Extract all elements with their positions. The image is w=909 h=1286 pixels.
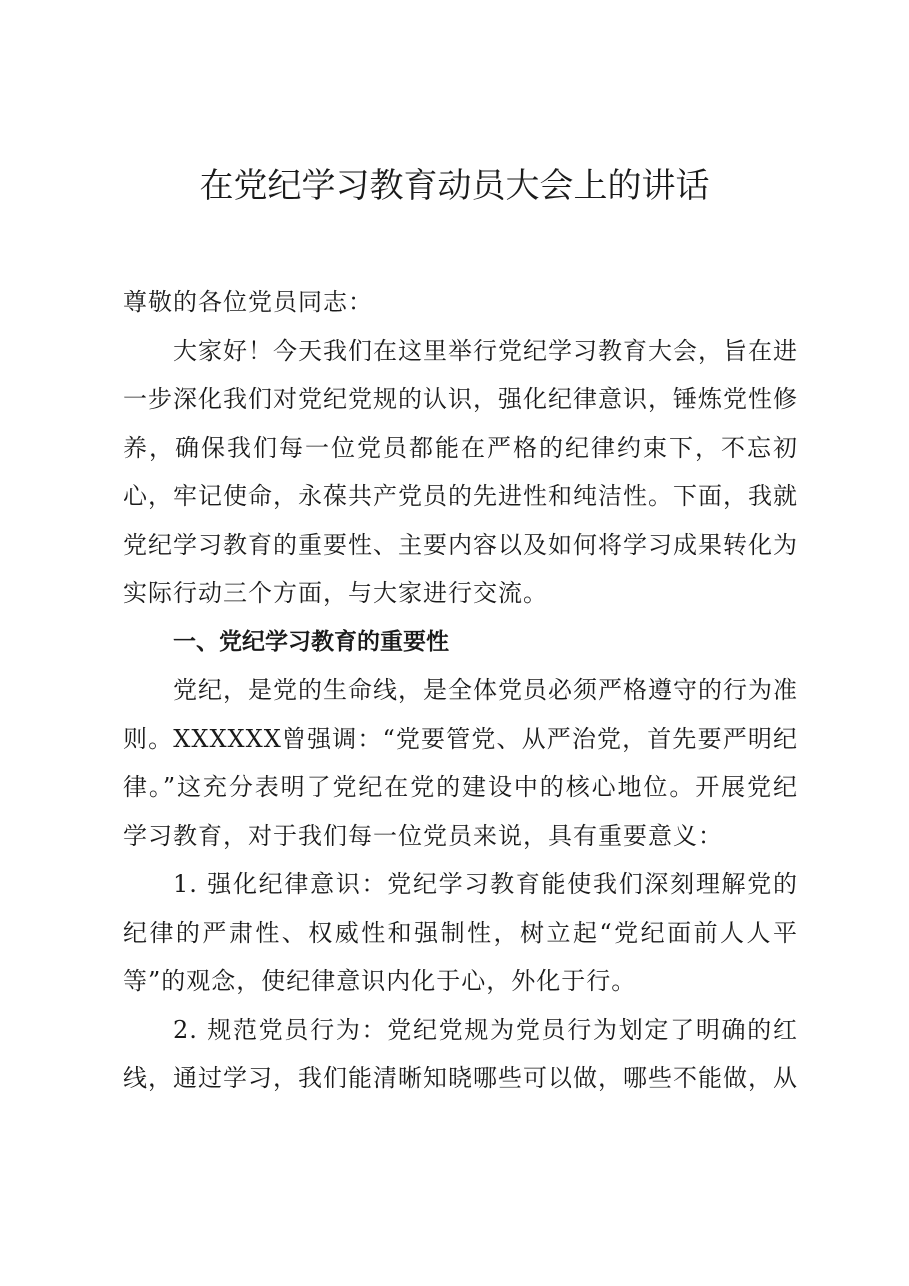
list-item: 2. 规范党员行为：党纪党规为党员行为划定了明确的红线，通过学习，我们能清晰知晓哪些可以做，哪些不能做，从 [123,1015,798,1092]
opening-paragraph: 大家好！今天我们在这里举行党纪学习教育大会，旨在进一步深化我们对党纪党规的认识，强化纪律意识，锤炼党性修养，确保我们每一位党员都能在严格的纪律约束下，不忘初心，牢记使命，永葆共产党员的先进性和纯洁性。下面，我就党纪学习教育的重要性、主要内容以及如何将学习成果转化为实际行动三个方面，与大家进行交流。 [123,336,798,607]
section-heading: 一、党纪学习教育的重要性 [173,628,449,655]
document-title: 在党纪学习教育动员大会上的讲话 [199,166,710,206]
section-intro-paragraph: 党纪，是党的生命线，是全体党员必须严格遵守的行为准则。XXXXXX曾强调：“党要管党、从严治党，首先要严明纪律。”这充分表明了党纪在党的建设中的核心地位。开展党纪学习教育，对于我们每一位党员来说，具有重要意义： [123,676,798,850]
document-body [123,278,798,1103]
salutation: 尊敬的各位党员同志： [123,288,373,316]
list-item: 1. 强化纪律意识：党纪学习教育能使我们深刻理解党的纪律的严肃性、权威性和强制性，树立起“党纪面前人人平等”的观念，使纪律意识内化于心，外化于行。 [123,870,798,995]
